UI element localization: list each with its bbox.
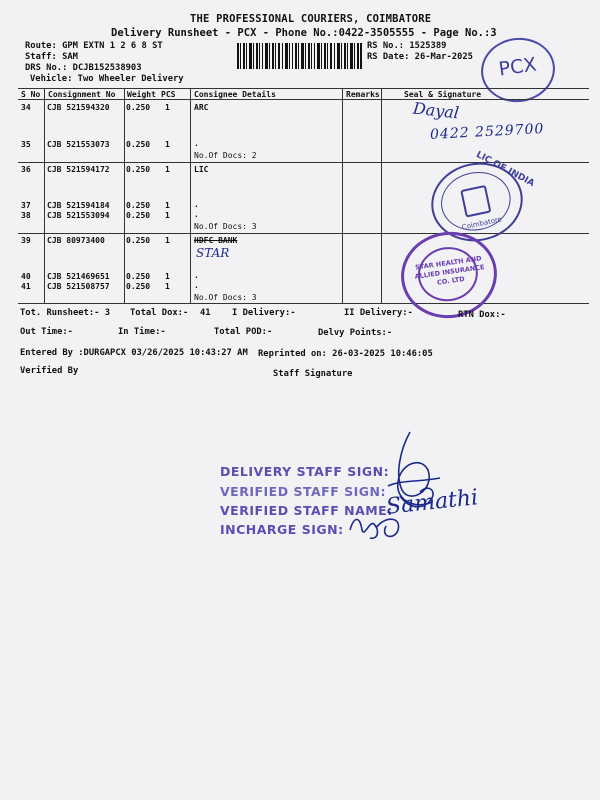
row-weight: 0.250 — [126, 282, 151, 291]
vehicle: Vehicle: Two Wheeler Delivery — [30, 74, 184, 84]
row-sno: 36 — [21, 165, 31, 174]
row-consignee: HDFC BANK — [194, 236, 238, 245]
row-weight: 0.250 — [126, 236, 151, 245]
delivery-staff-sign-label: DELIVERY STAFF SIGN: — [220, 464, 390, 479]
col-divider — [342, 88, 343, 303]
row-consignment: CJB 521553094 — [47, 211, 110, 220]
row-consignee: . — [194, 139, 199, 148]
row-sno: 38 — [21, 211, 31, 220]
staff: Staff: SAM — [25, 52, 78, 62]
col-header-remarks: Remarks — [346, 90, 380, 99]
row-consignment: CJB 521469651 — [47, 272, 110, 281]
incharge-sign-label: INCHARGE SIGN: — [220, 522, 344, 537]
pcx-stamp — [477, 33, 559, 107]
col-divider — [124, 88, 125, 303]
row-weight: 0.250 — [126, 211, 151, 220]
reprinted-on: Reprinted on: 26-03-2025 10:46:05 — [258, 349, 433, 359]
row-weight: 0.250 — [126, 272, 151, 281]
col-divider — [190, 88, 191, 303]
docs-count: No.Of Docs: 3 — [194, 222, 257, 231]
row-pcs: 1 — [165, 165, 170, 174]
row-consignee: . — [194, 271, 199, 280]
row-pcs: 1 — [165, 140, 170, 149]
col-divider — [44, 88, 45, 303]
handwritten-phone: 0422 2529700 — [429, 121, 545, 143]
row-pcs: 1 — [165, 236, 170, 245]
col-header-seal: Seal & Signature — [404, 90, 482, 99]
pcx-stamp-text: PCX — [497, 53, 538, 81]
col-header-sno: S No — [21, 90, 41, 99]
docs-count: No.Of Docs: 3 — [194, 293, 257, 302]
rtn-dox: RTN Dox:- — [458, 310, 506, 320]
col-divider — [381, 88, 382, 303]
row-consignee: LIC — [194, 165, 209, 174]
row-pcs: 1 — [165, 272, 170, 281]
route: Route: GPM EXTN 1 2 6 8 ST — [25, 41, 163, 51]
verified-staff-sign-label: VERIFIED STAFF SIGN: — [220, 484, 386, 499]
row-sno: 41 — [21, 282, 31, 291]
rs-date: RS Date: 26-Mar-2025 — [367, 52, 473, 62]
row-sno: 37 — [21, 201, 31, 210]
row-consignment: CJB 521508757 — [47, 282, 110, 291]
total-dox-value: 41 — [200, 308, 211, 318]
row-weight: 0.250 — [126, 103, 151, 112]
table-header-line — [18, 99, 589, 100]
row-group-divider — [18, 233, 589, 234]
table-top-line — [18, 88, 589, 89]
row-consignment: CJB 521553073 — [47, 140, 110, 149]
row-consignee: . — [194, 210, 199, 219]
total-runsheet: Tot. Runsheet:- 3 — [20, 308, 111, 318]
handwritten-staff-name: Samathi — [384, 485, 480, 520]
drs-no: DRS No.: DCJB152538903 — [25, 63, 142, 73]
row-sno: 40 — [21, 272, 31, 281]
company-name: THE PROFESSIONAL COURIERS, COIMBATORE — [190, 13, 432, 25]
barcode-icon — [237, 43, 362, 69]
row-consignment: CJB 521594320 — [47, 103, 110, 112]
row-pcs: 1 — [165, 282, 170, 291]
verified-staff-name-label: VERIFIED STAFF NAME: — [220, 503, 393, 518]
row-consignment: CJB 521594184 — [47, 201, 110, 210]
handwritten-signature: Dayal — [412, 98, 460, 123]
total-pod: Total POD:- — [214, 327, 273, 337]
lic-stamp-text: LIC OF INDIA — [474, 149, 536, 189]
star-stamp-text: STAR HEALTH AND ALLIED INSURANCE CO. LTD — [414, 254, 485, 287]
col-header-pcs: PCS — [161, 90, 176, 99]
row-consignee: . — [194, 281, 199, 290]
col-header-weight: Weight — [127, 90, 156, 99]
row-consignee: ARC — [194, 103, 209, 112]
handwritten-note: STAR — [196, 246, 230, 260]
entered-by: Entered By :DURGAPCX 03/26/2025 10:43:27 AM — [20, 348, 248, 358]
col-header-consignee: Consignee Details — [194, 90, 276, 99]
staff-signature-label: Staff Signature — [273, 369, 353, 379]
row-consignment: CJB 521594172 — [47, 165, 110, 174]
lic-emblem-icon — [460, 185, 491, 218]
row-weight: 0.250 — [126, 201, 151, 210]
row-pcs: 1 — [165, 201, 170, 210]
row-sno: 34 — [21, 103, 31, 112]
rs-no: RS No.: 1525389 — [367, 41, 447, 51]
delivery-points: Delvy Points:- — [318, 328, 393, 338]
out-time: Out Time:- — [20, 327, 73, 337]
row-sno: 35 — [21, 140, 31, 149]
in-time: In Time:- — [118, 327, 166, 337]
total-dox-label: Total Dox:- — [130, 308, 189, 318]
row-consignee: . — [194, 200, 199, 209]
lic-stamp-subtext: Coimbatore — [461, 215, 503, 232]
row-pcs: 1 — [165, 103, 170, 112]
row-weight: 0.250 — [126, 140, 151, 149]
row-consignment: CJB 80973400 — [47, 236, 105, 245]
row-pcs: 1 — [165, 211, 170, 220]
docs-count: No.Of Docs: 2 — [194, 151, 257, 160]
table-bottom-line — [18, 303, 589, 304]
verified-by: Verified By — [20, 366, 79, 376]
row-weight: 0.250 — [126, 165, 151, 174]
runsheet-title: Delivery Runsheet - PCX - Phone No.:0422-3505555 - Page No.:3 — [111, 27, 497, 39]
ii-delivery: II Delivery:- — [344, 308, 413, 318]
col-header-consignment: Consignment No — [48, 90, 116, 99]
i-delivery: I Delivery:- — [232, 308, 296, 318]
row-sno: 39 — [21, 236, 31, 245]
